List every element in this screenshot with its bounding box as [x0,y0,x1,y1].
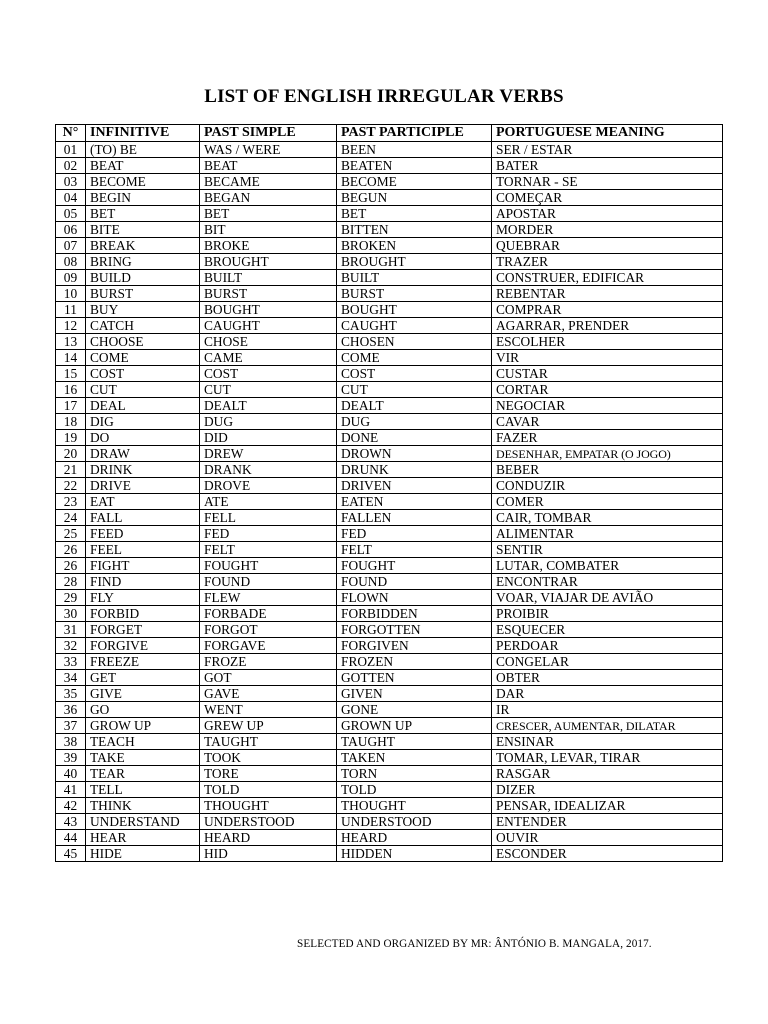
past-participle-cell: DEALT [337,398,492,414]
table-row [56,750,723,766]
row-number: 32 [56,638,86,654]
infinitive-cell: DEAL [86,398,200,414]
row-number: 25 [56,526,86,542]
infinitive-cell: BREAK [86,238,200,254]
past-simple-cell: BECAME [200,174,337,190]
row-number: 19 [56,430,86,446]
header-row [56,125,723,142]
past-participle-cell: BUILT [337,270,492,286]
portuguese-meaning-cell: DESENHAR, EMPATAR (O JOGO) [492,446,723,462]
infinitive-cell: HEAR [86,830,200,846]
past-participle-cell: COME [337,350,492,366]
past-participle-cell: CHOSEN [337,334,492,350]
row-number: 35 [56,686,86,702]
past-simple-cell: FOUND [200,574,337,590]
table-row [56,686,723,702]
infinitive-cell: DRINK [86,462,200,478]
past-participle-cell: BEEN [337,142,492,158]
table-row [56,270,723,286]
verbs-table [55,124,723,862]
past-simple-cell: FORGAVE [200,638,337,654]
table-row [56,846,723,862]
portuguese-meaning-cell: PROIBIR [492,606,723,622]
footer-credit: SELECTED AND ORGANIZED BY MR: ÂNTÓNIO B. MANGALA, 2017. [297,938,652,950]
row-number: 17 [56,398,86,414]
infinitive-cell: TAKE [86,750,200,766]
table-row [56,702,723,718]
past-participle-cell: FROZEN [337,654,492,670]
past-simple-cell: DUG [200,414,337,430]
portuguese-meaning-cell: VIR [492,350,723,366]
past-participle-cell: BROKEN [337,238,492,254]
row-number: 05 [56,206,86,222]
table-row [56,542,723,558]
past-simple-cell: DREW [200,446,337,462]
row-number: 08 [56,254,86,270]
table-row [56,142,723,158]
past-participle-cell: TAKEN [337,750,492,766]
row-number: 36 [56,702,86,718]
table-row [56,510,723,526]
row-number: 03 [56,174,86,190]
table-row [56,462,723,478]
portuguese-meaning-cell: CORTAR [492,382,723,398]
portuguese-meaning-cell: IR [492,702,723,718]
table-row [56,222,723,238]
row-number: 26 [56,542,86,558]
past-participle-cell: FLOWN [337,590,492,606]
past-simple-cell: CAME [200,350,337,366]
table-row [56,606,723,622]
past-simple-cell: WAS / WERE [200,142,337,158]
row-number: 04 [56,190,86,206]
portuguese-meaning-cell: FAZER [492,430,723,446]
row-number: 12 [56,318,86,334]
table-header [56,125,723,142]
portuguese-meaning-cell: PENSAR, IDEALIZAR [492,798,723,814]
row-number: 22 [56,478,86,494]
portuguese-meaning-cell: APOSTAR [492,206,723,222]
infinitive-cell: CHOOSE [86,334,200,350]
table-row [56,398,723,414]
past-participle-cell: FORBIDDEN [337,606,492,622]
header-portuguese-meaning: PORTUGUESE MEANING [492,125,723,142]
past-participle-cell: BOUGHT [337,302,492,318]
row-number: 29 [56,590,86,606]
page-title: LIST OF ENGLISH IRREGULAR VERBS [204,86,564,107]
table-row [56,654,723,670]
portuguese-meaning-cell: BEBER [492,462,723,478]
past-participle-cell: CUT [337,382,492,398]
past-simple-cell: WENT [200,702,337,718]
infinitive-cell: TEACH [86,734,200,750]
row-number: 09 [56,270,86,286]
infinitive-cell: BUILD [86,270,200,286]
table-row [56,670,723,686]
table-row [56,526,723,542]
past-simple-cell: FELL [200,510,337,526]
past-participle-cell: TORN [337,766,492,782]
infinitive-cell: GIVE [86,686,200,702]
past-simple-cell: BROUGHT [200,254,337,270]
infinitive-cell: FALL [86,510,200,526]
past-participle-cell: THOUGHT [337,798,492,814]
table-row [56,302,723,318]
past-participle-cell: EATEN [337,494,492,510]
table-body [56,142,723,862]
infinitive-cell: FORGIVE [86,638,200,654]
row-number: 21 [56,462,86,478]
past-participle-cell: HEARD [337,830,492,846]
infinitive-cell: DO [86,430,200,446]
portuguese-meaning-cell: CONSTRUER, EDIFICAR [492,270,723,286]
row-number: 28 [56,574,86,590]
past-participle-cell: COST [337,366,492,382]
past-participle-cell: GOTTEN [337,670,492,686]
row-number: 40 [56,766,86,782]
portuguese-meaning-cell: CRESCER, AUMENTAR, DILATAR [492,718,723,734]
portuguese-meaning-cell: CONDUZIR [492,478,723,494]
past-simple-cell: GAVE [200,686,337,702]
past-simple-cell: GREW UP [200,718,337,734]
past-participle-cell: BURST [337,286,492,302]
past-simple-cell: TORE [200,766,337,782]
portuguese-meaning-cell: REBENTAR [492,286,723,302]
past-simple-cell: BEGAN [200,190,337,206]
table-row [56,334,723,350]
portuguese-meaning-cell: ESCOLHER [492,334,723,350]
past-simple-cell: HID [200,846,337,862]
infinitive-cell: DRAW [86,446,200,462]
row-number: 07 [56,238,86,254]
table-row [56,830,723,846]
infinitive-cell: CUT [86,382,200,398]
past-participle-cell: FALLEN [337,510,492,526]
past-participle-cell: BET [337,206,492,222]
portuguese-meaning-cell: RASGAR [492,766,723,782]
header-past-simple: PAST SIMPLE [200,125,337,142]
past-simple-cell: FLEW [200,590,337,606]
row-number: 34 [56,670,86,686]
past-participle-cell: DUG [337,414,492,430]
past-simple-cell: ATE [200,494,337,510]
infinitive-cell: FIND [86,574,200,590]
past-simple-cell: CUT [200,382,337,398]
table-row [56,798,723,814]
portuguese-meaning-cell: MORDER [492,222,723,238]
past-participle-cell: HIDDEN [337,846,492,862]
row-number: 24 [56,510,86,526]
past-participle-cell: FORGOTTEN [337,622,492,638]
infinitive-cell: BITE [86,222,200,238]
past-participle-cell: DROWN [337,446,492,462]
portuguese-meaning-cell: CONGELAR [492,654,723,670]
past-participle-cell: BROUGHT [337,254,492,270]
header-number: N° [56,125,86,142]
table-row [56,782,723,798]
past-simple-cell: FROZE [200,654,337,670]
past-participle-cell: UNDERSTOOD [337,814,492,830]
row-number: 23 [56,494,86,510]
portuguese-meaning-cell: BATER [492,158,723,174]
row-number: 39 [56,750,86,766]
row-number: 06 [56,222,86,238]
table-row [56,254,723,270]
infinitive-cell: CATCH [86,318,200,334]
table-row [56,158,723,174]
row-number: 18 [56,414,86,430]
row-number: 42 [56,798,86,814]
table-row [56,430,723,446]
past-participle-cell: DRIVEN [337,478,492,494]
table-row [56,718,723,734]
portuguese-meaning-cell: DIZER [492,782,723,798]
table-row [56,382,723,398]
portuguese-meaning-cell: ALIMENTAR [492,526,723,542]
portuguese-meaning-cell: ENTENDER [492,814,723,830]
table-row [56,318,723,334]
past-simple-cell: COST [200,366,337,382]
past-participle-cell: FELT [337,542,492,558]
row-number: 43 [56,814,86,830]
past-simple-cell: BOUGHT [200,302,337,318]
portuguese-meaning-cell: CAVAR [492,414,723,430]
table-row [56,622,723,638]
infinitive-cell: BEGIN [86,190,200,206]
portuguese-meaning-cell: PERDOAR [492,638,723,654]
table-row [56,734,723,750]
infinitive-cell: TELL [86,782,200,798]
past-simple-cell: THOUGHT [200,798,337,814]
past-participle-cell: TAUGHT [337,734,492,750]
row-number: 14 [56,350,86,366]
portuguese-meaning-cell: QUEBRAR [492,238,723,254]
table-row [56,558,723,574]
infinitive-cell: (TO) BE [86,142,200,158]
infinitive-cell: BEAT [86,158,200,174]
past-simple-cell: FORGOT [200,622,337,638]
table-row [56,590,723,606]
portuguese-meaning-cell: ESCONDER [492,846,723,862]
past-simple-cell: BEAT [200,158,337,174]
table-row [56,190,723,206]
past-simple-cell: FED [200,526,337,542]
past-simple-cell: CHOSE [200,334,337,350]
infinitive-cell: BRING [86,254,200,270]
past-participle-cell: BEGUN [337,190,492,206]
portuguese-meaning-cell: ENCONTRAR [492,574,723,590]
past-simple-cell: FOUGHT [200,558,337,574]
row-number: 30 [56,606,86,622]
portuguese-meaning-cell: COMPRAR [492,302,723,318]
portuguese-meaning-cell: SENTIR [492,542,723,558]
portuguese-meaning-cell: CAIR, TOMBAR [492,510,723,526]
past-simple-cell: TOLD [200,782,337,798]
infinitive-cell: TEAR [86,766,200,782]
table-row [56,238,723,254]
table-row [56,206,723,222]
row-number: 10 [56,286,86,302]
infinitive-cell: BUY [86,302,200,318]
infinitive-cell: GROW UP [86,718,200,734]
past-simple-cell: GOT [200,670,337,686]
table-row [56,638,723,654]
header-past-participle: PAST PARTICIPLE [337,125,492,142]
row-number: 33 [56,654,86,670]
infinitive-cell: FIGHT [86,558,200,574]
table-row [56,478,723,494]
infinitive-cell: THINK [86,798,200,814]
infinitive-cell: COST [86,366,200,382]
past-participle-cell: FED [337,526,492,542]
past-participle-cell: GONE [337,702,492,718]
portuguese-meaning-cell: SER / ESTAR [492,142,723,158]
row-number: 16 [56,382,86,398]
past-participle-cell: FORGIVEN [337,638,492,654]
table-row [56,766,723,782]
past-simple-cell: BUILT [200,270,337,286]
infinitive-cell: FEED [86,526,200,542]
table-row [56,494,723,510]
infinitive-cell: FLY [86,590,200,606]
table-row [56,366,723,382]
table-row [56,414,723,430]
row-number: 38 [56,734,86,750]
past-participle-cell: CAUGHT [337,318,492,334]
infinitive-cell: GET [86,670,200,686]
infinitive-cell: UNDERSTAND [86,814,200,830]
past-simple-cell: FELT [200,542,337,558]
portuguese-meaning-cell: OBTER [492,670,723,686]
infinitive-cell: BECOME [86,174,200,190]
infinitive-cell: HIDE [86,846,200,862]
portuguese-meaning-cell: AGARRAR, PRENDER [492,318,723,334]
infinitive-cell: FEEL [86,542,200,558]
row-number: 37 [56,718,86,734]
portuguese-meaning-cell: NEGOCIAR [492,398,723,414]
past-simple-cell: DEALT [200,398,337,414]
portuguese-meaning-cell: TRAZER [492,254,723,270]
portuguese-meaning-cell: COMER [492,494,723,510]
past-simple-cell: BURST [200,286,337,302]
infinitive-cell: DRIVE [86,478,200,494]
past-simple-cell: DROVE [200,478,337,494]
past-simple-cell: BET [200,206,337,222]
row-number: 44 [56,830,86,846]
past-simple-cell: DID [200,430,337,446]
row-number: 02 [56,158,86,174]
past-participle-cell: FOUND [337,574,492,590]
row-number: 15 [56,366,86,382]
header-infinitive: INFINITIVE [86,125,200,142]
infinitive-cell: FORGET [86,622,200,638]
row-number: 13 [56,334,86,350]
infinitive-cell: EAT [86,494,200,510]
row-number: 26 [56,558,86,574]
past-participle-cell: GROWN UP [337,718,492,734]
table-row [56,174,723,190]
past-participle-cell: FOUGHT [337,558,492,574]
infinitive-cell: BET [86,206,200,222]
row-number: 01 [56,142,86,158]
row-number: 20 [56,446,86,462]
table-row [56,814,723,830]
past-simple-cell: FORBADE [200,606,337,622]
table-row [56,574,723,590]
row-number: 11 [56,302,86,318]
infinitive-cell: FORBID [86,606,200,622]
portuguese-meaning-cell: LUTAR, COMBATER [492,558,723,574]
portuguese-meaning-cell: CUSTAR [492,366,723,382]
portuguese-meaning-cell: COMEÇAR [492,190,723,206]
past-simple-cell: TOOK [200,750,337,766]
portuguese-meaning-cell: DAR [492,686,723,702]
portuguese-meaning-cell: ENSINAR [492,734,723,750]
infinitive-cell: GO [86,702,200,718]
infinitive-cell: DIG [86,414,200,430]
past-participle-cell: BEATEN [337,158,492,174]
past-simple-cell: TAUGHT [200,734,337,750]
infinitive-cell: FREEZE [86,654,200,670]
past-simple-cell: DRANK [200,462,337,478]
past-simple-cell: BIT [200,222,337,238]
row-number: 45 [56,846,86,862]
row-number: 41 [56,782,86,798]
portuguese-meaning-cell: OUVIR [492,830,723,846]
table-row [56,350,723,366]
past-participle-cell: TOLD [337,782,492,798]
portuguese-meaning-cell: TORNAR - SE [492,174,723,190]
past-participle-cell: BITTEN [337,222,492,238]
past-participle-cell: DONE [337,430,492,446]
table-row [56,286,723,302]
past-simple-cell: HEARD [200,830,337,846]
past-participle-cell: GIVEN [337,686,492,702]
infinitive-cell: BURST [86,286,200,302]
portuguese-meaning-cell: VOAR, VIAJAR DE AVIÃO [492,590,723,606]
row-number: 31 [56,622,86,638]
past-simple-cell: BROKE [200,238,337,254]
past-simple-cell: UNDERSTOOD [200,814,337,830]
portuguese-meaning-cell: TOMAR, LEVAR, TIRAR [492,750,723,766]
past-participle-cell: BECOME [337,174,492,190]
infinitive-cell: COME [86,350,200,366]
table-row [56,446,723,462]
portuguese-meaning-cell: ESQUECER [492,622,723,638]
past-participle-cell: DRUNK [337,462,492,478]
past-simple-cell: CAUGHT [200,318,337,334]
